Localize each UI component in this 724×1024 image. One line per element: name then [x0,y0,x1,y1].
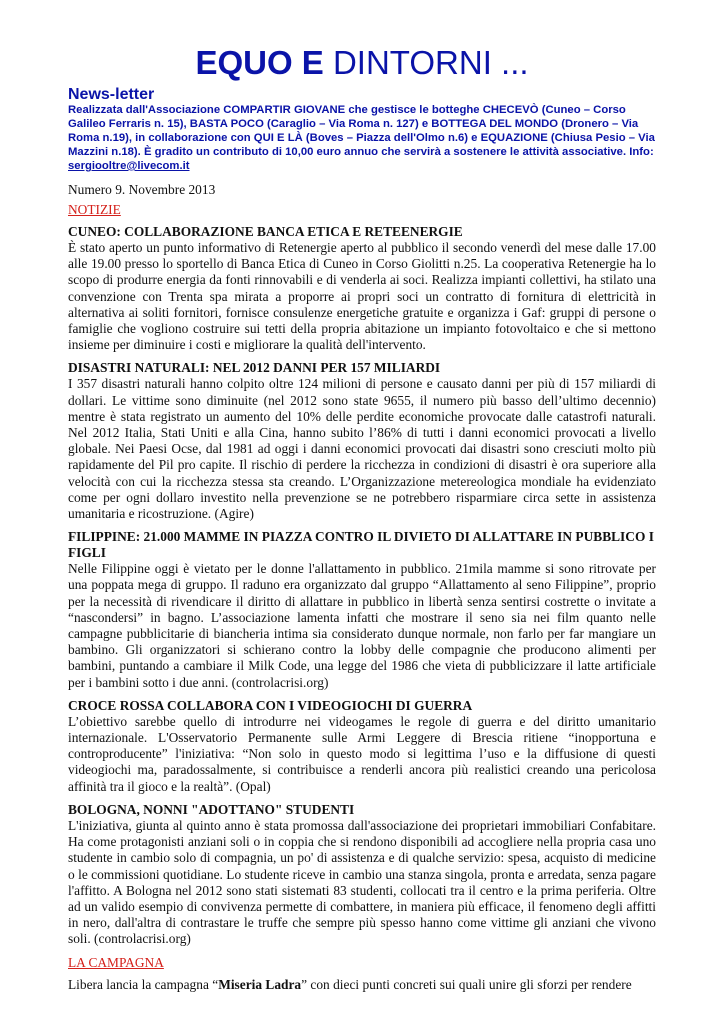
article-disastri [68,360,656,522]
article-filippine [68,529,656,691]
campaign-name: Miseria Ladra [218,976,302,992]
article-body: Nelle Filippine oggi è vietato per le donne l'allattamento in pubblico. 21mila mamme si sono ritrovate per una poppata mega di gruppo. Il raduno era organizzato dal gruppo “Allattamento al seno Filippine”, proprio per la necessità di rivendicare il diritto di allattare in pubblico in libertà senza sentirsi costrette o invitate a “nascondersi” in bagno. L’associazione lamenta infatti che mostrare il seno sia nei film quanto nelle campagne pubblicitarie di biancheria intima sia considerato dunque normale, non farlo per far mangiare un bambino. Gli organizzatori si schierano contro la lobby delle compagnie che producono alimenti per bambini, puntando a cambiare il Milk Code, una legge del 1986 che vieta di pubblicizzare il latte artificiale per i bambini sotto i due anni. (controlacrisi.org) [68,561,656,690]
article-croce-rossa [68,698,656,795]
campaign-text [68,977,656,993]
masthead-title [68,44,656,82]
article-body: L'iniziativa, giunta al quinto anno è stata promossa dall'associazione dei proprietari immobiliari Confabitare. Ha come protagonisti anziani soli o in coppia che si rendono disponibili ad accogliere nella propria casa uno studente in cambio solo di compagnia, un po' di assistenza e di qualche servizio: spesa, acquisto di medicine o le commissioni quotidiane. Lo studente riceve in cambio una stanza singola, pronta e arredata, senza pagare l'affitto. A Bologna nel 2012 sono stati sistemati 83 studenti, collocati tra il centro e la prima periferia. Oltre ad un valido esempio di convivenza permette di combattere, in maniera più efficace, il fenomeno degli affitti in nero, dall'altra di contrastare le truffe che sempre più spesso hanno come vittime gli anziani che vivono soli. (controlacrisi.org) [68,817,656,947]
article-body: I 357 disastri naturali hanno colpito oltre 124 milioni di persone e causato danni per più di 157 miliardi di dollari. Le vittime sono diminuite (nel 2012 sono state 9655, il numero più basso dell’ultimo decennio) mentre è stata registrato un aumento del 10% delle perdite economiche provocate dalle catastrofi naturali. Nel 2012 Italia, Stati Uniti e alla Cina, hanno subito l’86% di tutti i danni economici provocati a livello globale. Nei Paesi Ocse, dal 1981 ad oggi i danni economici provocati dai disastri sono cresciuti molto più rapidamente del Pil pro capite. Il rischio di perdere la ricchezza in condizioni di disastri è ora superiore alla velocità con cui la ricchezza stessa sta creando. L’Organizzazione metereologica mondiale ha evidenziato come per ogni dollaro investito nella prevenzione se ne potrebbero risparmiare circa sette in assistenza umanitaria e ricostruzione. (Agire) [68,376,656,522]
issue-number: Numero 9. Novembre 2013 [68,182,216,197]
newsletter-label: News-letter [68,86,155,103]
article-title: CROCE ROSSA COLLABORA CON I VIDEOGIOCHI DI GUERRA [68,697,473,713]
campaign-text-after: ” con dieci punti concreti sui quali unire gli sforzi per rendere [301,976,632,992]
intro-text: Realizzata dall'Associazione COMPARTIR GIOVANE che gestisce le botteghe CHECEVÒ (Cuneo – Corso Galileo Ferraris n. 15), BASTA POCO (Caraglio – Via Roma n. 127) e BOTTEGA DEL MONDO (Dronero – Via Roma n.19), in collaborazione con QUI E LÀ (Boves – Piazza dell'Olmo n.6) e EQUAZIONE (Chiusa Pesio – Via Mazzini n.18). È gradito un contributo di 10,00 euro annuo che servirà a sostenere le attività associative. Info: [68,104,655,158]
masthead-title-bold: EQUO E [195,44,324,81]
article-cuneo [68,224,656,353]
article-body: L’obiettivo sarebbe quello di introdurre nei videogames le regole di guerra e del diritto umanitario internazionale. L'Osservatorio Permanente sulle Armi Leggere di Brescia ritiene “inopportuna e controproducente” l'iniziativa: “Non solo in questo modo si legittima l’uso e la diffusione di questi videogiochi ma, paradossalmente, si contribuisce a renderli ancora più realistici creando una pericolosa affinità tra il gioco e la realtà”. (Opal) [68,713,656,794]
article-title: BOLOGNA, NONNI "ADOTTANO" STUDENTI [68,801,355,817]
section-label-campagna[interactable]: LA CAMPAGNA [68,954,164,970]
section-label-notizie[interactable]: NOTIZIE [68,202,121,217]
article-body: È stato aperto un punto informativo di Retenergie aperto al pubblico il secondo venerdì del mese dalle 17.00 alle 19.00 presso lo sportello di Banca Etica di Cuneo in Corso Giolitti n.25. La cooperativa Retenergie ha lo scopo di produrre energia da fonti rinnovabili e di venderla ai soci. Realizza impianti collettivi, ha stilato una convenzione con Trenta spa mirata a proporre ai propri soci un contratto di fornitura di elettricità in alternativa ai soliti fornitori, fornisce consulenze energetiche gratuite e organizza i Gaf: gruppi di persone o famiglie che vogliono costruire sui tetti della propria abitazione un impianto fotovoltaico e che si mettono insieme per diminuire i costi e migliorare la qualità dell'intervento. [68,240,656,353]
article-title: FILIPPINE: 21.000 MAMME IN PIAZZA CONTRO IL DIVIETO DI ALLATTARE IN PUBBLICO I FIGLI [68,529,654,561]
campaign-text-before: Libera lancia la campagna “ [68,976,219,992]
newsletter-intro [68,103,656,173]
article-title: DISASTRI NATURALI: NEL 2012 DANNI PER 157 MILIARDI [68,360,441,376]
info-email-link[interactable]: sergiooltre@livecom.it [68,160,190,172]
article-title: CUNEO: COLLABORAZIONE BANCA ETICA E RETEENERGIE [68,224,463,239]
newsletter-page [68,44,656,993]
masthead-title-rest: DINTORNI ... [332,44,529,81]
article-bologna [68,802,656,948]
